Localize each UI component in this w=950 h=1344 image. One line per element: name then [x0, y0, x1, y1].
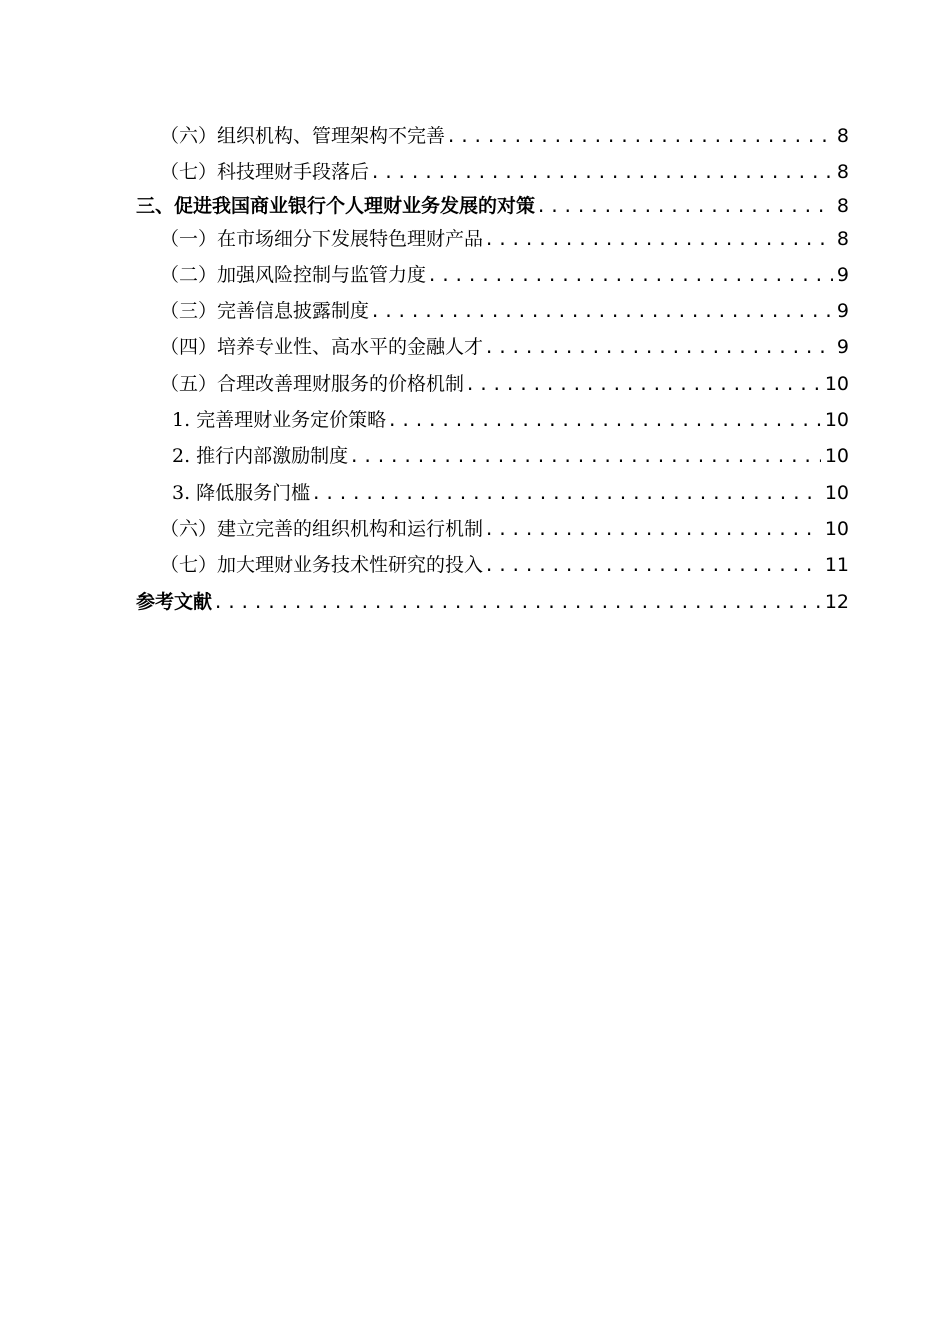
toc-entry-title: （五）合理改善理财服务的价格机制: [160, 372, 465, 395]
toc-dot-leader: [483, 512, 821, 548]
toc-entry[interactable]: [160, 118, 849, 154]
toc-page-number: 10: [824, 372, 849, 395]
toc-page-number: 8: [836, 161, 849, 184]
toc-dot-leader: [310, 476, 821, 512]
toc-dot-leader: [535, 192, 833, 222]
toc-entry-title: （六）组织机构、管理架构不完善: [160, 125, 446, 147]
toc-entry[interactable]: [160, 329, 849, 365]
toc-subentry[interactable]: [172, 475, 849, 511]
toc-entry-title: （三）完善信息披露制度: [160, 300, 370, 323]
toc-entry-title: （六）建立完善的组织机构和运行机制: [160, 517, 484, 540]
toc-entry-title: （七）加大理财业务技术性研究的投入: [160, 554, 484, 577]
toc-entry[interactable]: [160, 547, 849, 583]
toc-page-number: 11: [824, 554, 849, 577]
toc-subentry[interactable]: [172, 438, 849, 474]
toc-entry-title: 2. 推行内部激励制度: [172, 445, 349, 468]
toc-entry[interactable]: [160, 293, 849, 329]
toc-dot-leader: [369, 155, 833, 191]
toc-entry[interactable]: [160, 221, 849, 257]
toc-subentry[interactable]: [172, 402, 849, 438]
toc-page-number: 9: [836, 263, 849, 286]
toc-entry[interactable]: [160, 366, 849, 402]
toc-dot-leader: [483, 548, 821, 584]
toc-page-number: 12: [824, 590, 849, 613]
toc-page-number: 10: [824, 409, 849, 432]
toc-page-number: 8: [836, 125, 849, 147]
toc-dot-leader: [212, 585, 821, 621]
toc-page-number: 10: [824, 445, 849, 468]
toc-dot-leader: [483, 330, 833, 366]
toc-page-number: 8: [836, 227, 849, 250]
toc-entry-title: 三、促进我国商业银行个人理财业务发展的对策: [136, 194, 536, 217]
toc-page-number: 10: [824, 517, 849, 540]
toc-dot-leader: [483, 222, 833, 258]
toc-references-entry[interactable]: [136, 584, 849, 620]
toc-entry-title: 参考文献: [136, 590, 213, 613]
toc-page-number: 9: [836, 300, 849, 323]
table-of-contents: [0, 118, 950, 620]
toc-dot-leader: [426, 258, 833, 294]
toc-dot-leader: [348, 439, 821, 475]
toc-page-number: 9: [836, 336, 849, 359]
toc-entry-title: （二）加强风险控制与监管力度: [160, 263, 427, 286]
toc-dot-leader: [464, 367, 821, 403]
toc-entry[interactable]: [160, 511, 849, 547]
toc-entry-title: （一）在市场细分下发展特色理财产品: [160, 227, 484, 250]
toc-entry-title: 3. 降低服务门槛: [172, 481, 311, 504]
toc-chapter-entry[interactable]: [136, 191, 849, 221]
toc-entry-title: 1. 完善理财业务定价策略: [172, 409, 387, 432]
toc-dot-leader: [445, 119, 833, 155]
toc-entry[interactable]: [160, 154, 849, 190]
toc-entry[interactable]: [160, 257, 849, 293]
toc-entry-title: （四）培养专业性、高水平的金融人才: [160, 336, 484, 359]
toc-dot-leader: [369, 294, 833, 330]
toc-page-number: 10: [824, 481, 849, 504]
toc-dot-leader: [386, 403, 821, 439]
toc-entry-title: （七）科技理财手段落后: [160, 161, 370, 184]
toc-page-number: 8: [836, 194, 849, 217]
